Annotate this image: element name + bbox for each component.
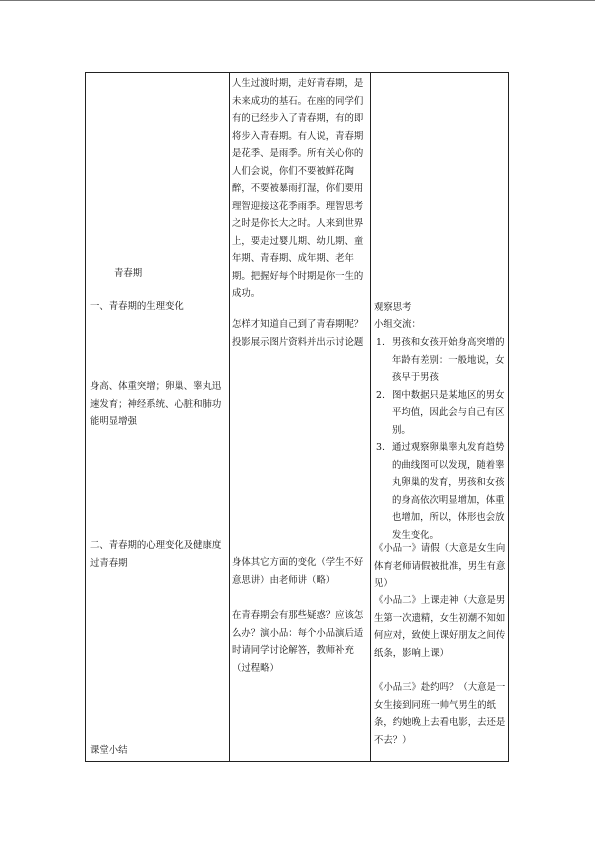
- content-column: [90, 73, 230, 761]
- teacher-activity-column: [232, 73, 364, 761]
- topic-title: 青春期: [114, 268, 143, 279]
- section-physical-heading: 一、青春期的生理变化: [90, 301, 184, 312]
- lesson-table: [85, 72, 509, 762]
- puzzles-text: 在青春期会有那些疑惑？应该怎么办？演小品：每个小品演后适时请同学讨论解答，教师补充（过程略）: [232, 610, 364, 674]
- other-changes-text: 身体其它方面的变化（学生不好意思讲）由老师讲（略）: [232, 557, 364, 586]
- observe-heading: 观察思考: [374, 302, 412, 313]
- summary-heading: 课堂小结: [90, 745, 128, 756]
- list-item: 2. 图中数据只是某地区的男女平均值，因此会与自己有区别。: [376, 389, 505, 436]
- skit-two: 《小品二》上课走神（大意是男生第一次遗精，女生初潮不知如何应对，致使上课好朋友之间传纸条，影响上课）: [374, 595, 506, 659]
- list-item: 1. 男孩和女孩开始身高突增的年龄有差别：一般地说，女孩早于男孩: [376, 337, 505, 383]
- discussion-question: 怎样才知道自己到了青春期呢？投影展示图片资料并出示讨论题: [232, 319, 364, 348]
- list-item: 3. 通过观察卵巢睾丸发育趋势的曲线图可以发现，随着睾丸卵巢的发育，男孩和女孩的身高依次明显增加，体重也增加，所以，体形也会放发生变化。: [376, 442, 505, 541]
- section-psychological-heading: 二、青春期的心理变化及健康度过青春期: [90, 540, 222, 569]
- intro-paragraph: 人生过渡时期，走好青春期，是未来成功的基石。在座的同学们有的已经步入了青春期，有的即将步入青春期。有人说，青春期是花季、是雨季。所有关心你的人们会说，你们不要被鲜花陶醉，不要被暴雨打湿，你们要用理智迎接这花季雨季。理智思考之时是你长大之时。人来到世界上，要走过婴儿期、幼儿期、童年期、青春期、成年期、老年期。把握好每个时期是你一生的成功。: [232, 78, 364, 299]
- group-heading: 小组交流：: [374, 319, 421, 330]
- physical-changes-text: 身高、体重突增；卵巢、睾丸迅速发育；神经系统、心脏和肺功能明显增强: [90, 381, 222, 427]
- column-divider: [370, 73, 371, 761]
- skit-one: 《小品一》请假（大意是女生向体育老师请假被批准，男生有意见）: [374, 543, 506, 589]
- skit-three: 《小品三》赴约吗？（大意是一女生接到同班一帅气男生的纸条，约她晚上去看电影，去还是不去？）: [374, 682, 506, 746]
- findings-list: [374, 334, 506, 544]
- top-rule: [0, 0, 595, 1]
- student-activity-column: [374, 73, 506, 761]
